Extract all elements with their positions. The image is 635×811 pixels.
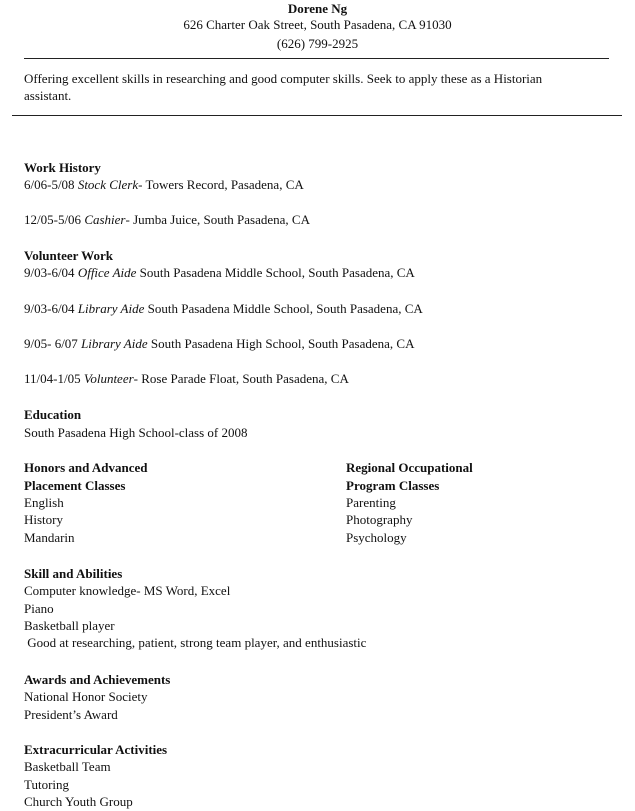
work-history-heading: Work History bbox=[24, 160, 101, 175]
activity-item: Basketball Team bbox=[24, 759, 111, 774]
activity-item: Church Youth Group bbox=[24, 794, 133, 809]
volunteer-entry-detail: South Pasadena High School, South Pasadena, CA bbox=[150, 336, 415, 351]
activities-heading: Extracurricular Activities bbox=[24, 742, 168, 757]
work-entry-detail: - Towers Record, Pasadena, CA bbox=[138, 177, 304, 192]
rop-class-item: Photography bbox=[346, 512, 413, 527]
volunteer-entry-title: Library Aide bbox=[81, 336, 148, 351]
skill-item: Good at researching, patient, strong team player, and enthusiastic bbox=[24, 635, 367, 650]
volunteer-entry-title: Library Aide bbox=[77, 301, 145, 316]
skills-heading: Skill and Abilities bbox=[24, 566, 123, 581]
volunteer-entry bbox=[24, 335, 414, 352]
rop-class-item: Parenting bbox=[346, 495, 396, 510]
award-item: President’s Award bbox=[24, 707, 118, 722]
volunteer-entry-detail: - Rose Parade Float, South Pasadena, CA bbox=[133, 371, 349, 386]
work-entry-title: Stock Clerk bbox=[77, 177, 139, 192]
work-entry-dates: 6/06-5/08 bbox=[24, 177, 75, 192]
awards-heading: Awards and Achievements bbox=[24, 672, 171, 687]
rop-heading-line2: Program Classes bbox=[346, 478, 440, 493]
volunteer-entry-dates: 9/05- 6/07 bbox=[24, 336, 78, 351]
volunteer-entry-dates: 9/03-6/04 bbox=[24, 301, 75, 316]
honors-heading-line1: Honors and Advanced bbox=[24, 460, 148, 475]
skill-item: Basketball player bbox=[24, 618, 115, 633]
resume-address: 626 Charter Oak Street, South Pasadena, CA 91030 bbox=[183, 17, 452, 32]
volunteer-entry-title: Volunteer bbox=[83, 371, 134, 386]
volunteer-entry bbox=[24, 300, 423, 317]
volunteer-entry-title: Office Aide bbox=[77, 265, 137, 280]
objective-divider bbox=[12, 115, 622, 116]
volunteer-entry-detail: South Pasadena Middle School, South Pasadena, CA bbox=[147, 301, 423, 316]
volunteer-entry-dates: 11/04-1/05 bbox=[24, 371, 81, 386]
skill-item: Computer knowledge- MS Word, Excel bbox=[24, 583, 231, 598]
resume-phone: (626) 799-2925 bbox=[276, 36, 359, 51]
honors-class-item: English bbox=[24, 495, 64, 510]
honors-class-item: Mandarin bbox=[24, 530, 75, 545]
resume-name: Dorene Ng bbox=[287, 1, 348, 16]
volunteer-entry bbox=[24, 264, 415, 281]
work-entry-dates: 12/05-5/06 bbox=[24, 212, 82, 227]
objective-text: Offering excellent skills in researching and good computer skills. Seek to apply these as a Historian assistant. bbox=[24, 71, 543, 103]
skill-item: Piano bbox=[24, 601, 54, 616]
award-item: National Honor Society bbox=[24, 689, 148, 704]
rop-class-item: Psychology bbox=[346, 530, 407, 545]
header-divider bbox=[24, 58, 609, 59]
volunteer-entry bbox=[24, 370, 349, 387]
honors-heading-line2: Placement Classes bbox=[24, 478, 126, 493]
work-entry bbox=[24, 211, 310, 228]
education-heading: Education bbox=[24, 407, 82, 422]
volunteer-entry-dates: 9/03-6/04 bbox=[24, 265, 75, 280]
education-detail: South Pasadena High School-class of 2008 bbox=[24, 425, 248, 440]
work-entry bbox=[24, 176, 304, 193]
work-entry-detail: - Jumba Juice, South Pasadena, CA bbox=[125, 212, 310, 227]
volunteer-work-heading: Volunteer Work bbox=[24, 248, 113, 263]
honors-class-item: History bbox=[24, 512, 63, 527]
work-entry-title: Cashier bbox=[84, 212, 126, 227]
activity-item: Tutoring bbox=[24, 777, 70, 792]
rop-heading-line1: Regional Occupational bbox=[346, 460, 473, 475]
volunteer-entry-detail: South Pasadena Middle School, South Pasadena, CA bbox=[139, 265, 415, 280]
